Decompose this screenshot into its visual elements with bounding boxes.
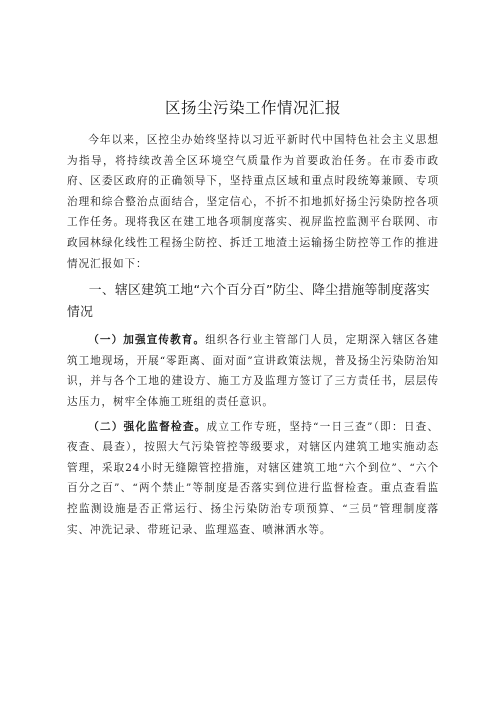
- item-text-2: 成立工作专班，坚持“一日三查”（即：日查、夜查、晨查），按照大气污染管控等级要求，对辖区内建筑工地实施动态管理，采取24小时无缝隙管控措施，对辖区建筑工地“六个到位”、“六个百分之百”、“两个禁止”等制度是否落实到位进行监督检查。重点查看监控监测设施是否正常运行、扬尘污染防治专项预算、“三员”管理制度落实、冲洗记录、带班记录、监理巡查、喷淋洒水等。: [67, 420, 439, 536]
- intro-paragraph: 今年以来，区控尘办始终坚持以习近平新时代中国特色社会主义思想为指导，将持续改善全区环境空气质量作为首要政治任务。在市委市政府、区委区政府的正确领导下，坚持重点区域和重点时段统筹兼顾、专项治理和综合整治点面结合，坚定信心，不折不扣地抓好扬尘污染防控各项工作任务。现将我区在建工地各项制度落实、视屏监控监测平台联网、市政园林绿化线性工程扬尘防控、拆迁工地渣土运输扬尘防控等工作的推进情况汇报如下：: [67, 134, 439, 270]
- item-paragraph-1: [67, 330, 439, 412]
- section-heading-1: 一、辖区建筑工地“六个百分百”防尘、降尘措施等制度落实情况: [67, 283, 431, 321]
- item-lead-2: （二）强化监督检查。: [88, 420, 207, 433]
- document-page: [67, 98, 439, 540]
- item-paragraph-2: [67, 417, 439, 541]
- item-lead-1: （一）加强宣传教育。: [88, 334, 206, 347]
- document-title: 区扬尘污染工作情况汇报: [164, 99, 341, 117]
- item-text-1: 组织各行业主管部门人员，定期深入辖区各建筑工地现场，开展“零距离、面对面”宣讲政策法规，普及扬尘污染防治知识，并与各个工地的建设方、施工方及监理方签订了三方责任书，层层传达压力，树牢全体施工班组的责任意识。: [67, 334, 440, 408]
